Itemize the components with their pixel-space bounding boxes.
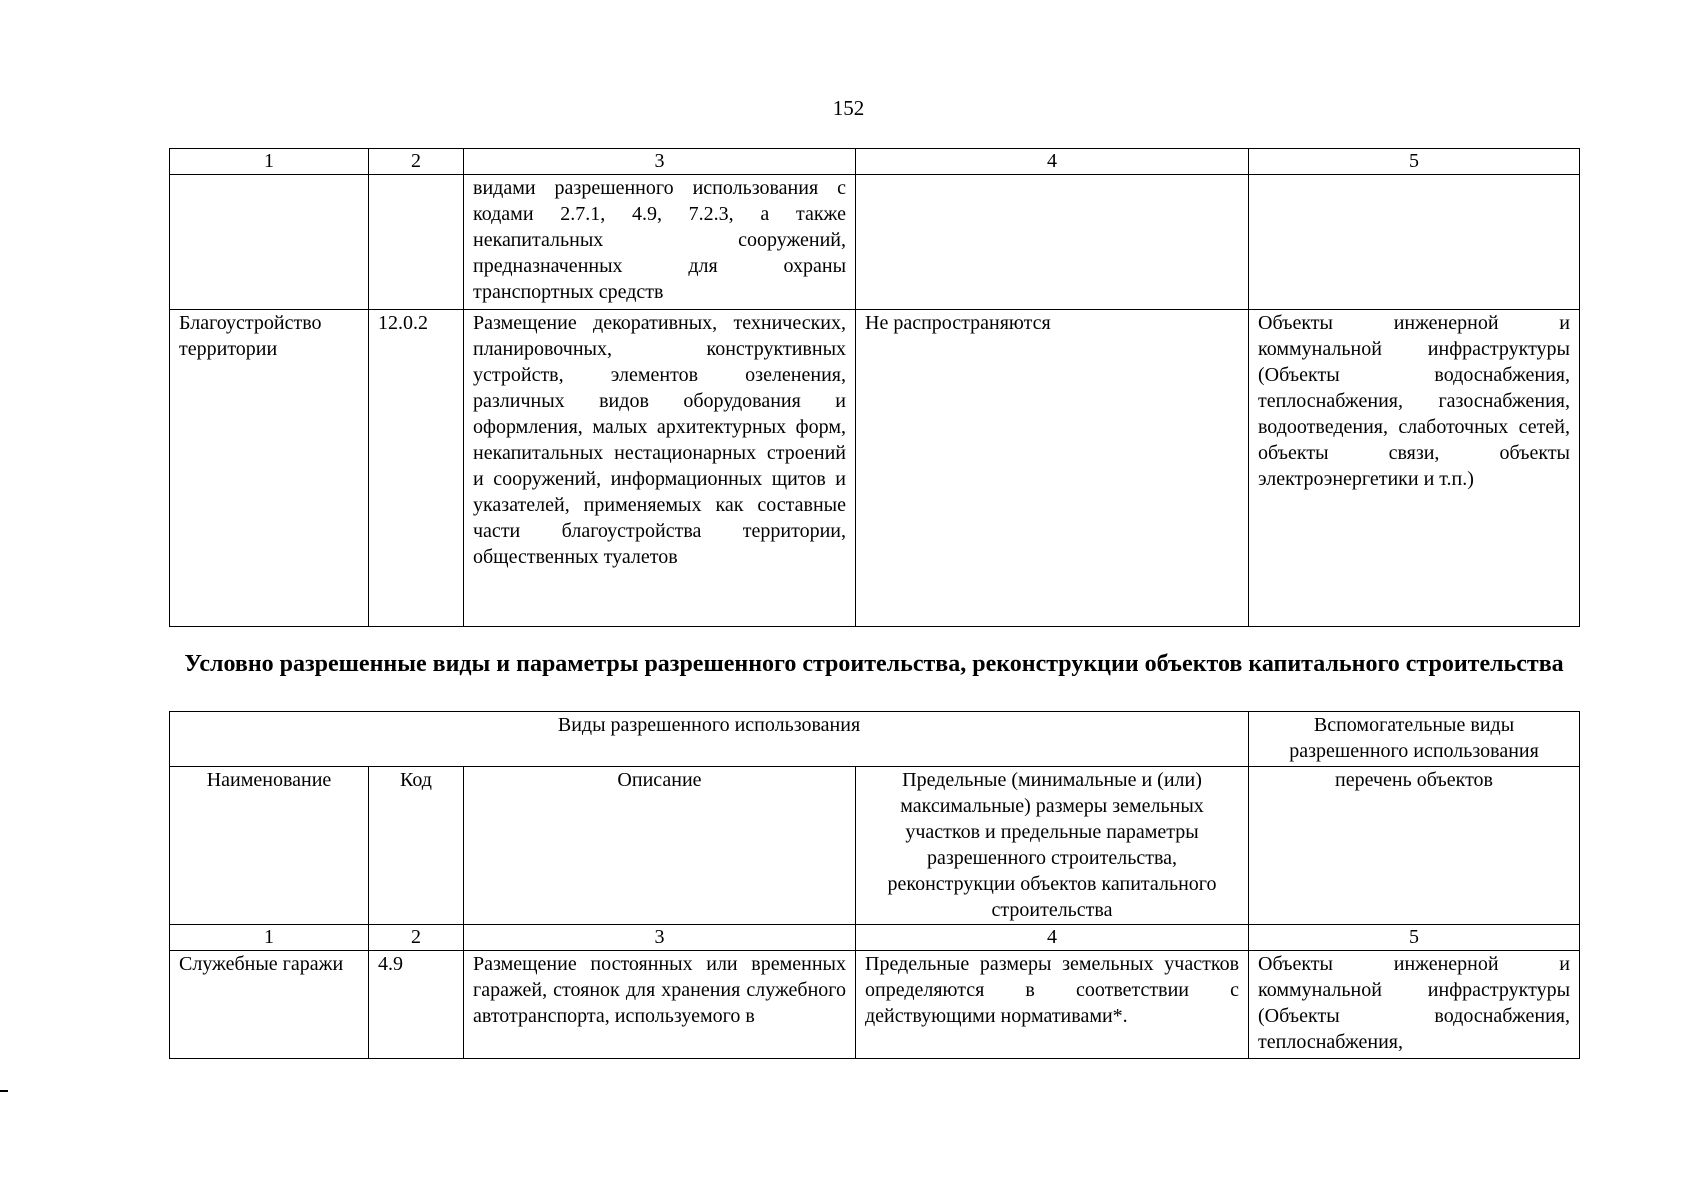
name-column-header: Наименование — [170, 767, 369, 925]
parameters-column-header: Предельные (минимальные и (или) максимальные) размеры земельных участков и предельные параметры разрешенного строительства, реконструкции объектов капитального строительства — [856, 767, 1249, 925]
table-row — [170, 310, 1580, 627]
margin-mark — [0, 1090, 8, 1092]
use-parameters-cell: Предельные размеры земельных участков определяются в соответствии с действующими нормативами*. — [856, 951, 1249, 1059]
column-number: 1 — [170, 149, 369, 175]
section-title: Условно разрешенные виды и параметры разрешенного строительства, реконструкции объектов капитального строительства — [184, 651, 1564, 677]
column-number: 4 — [856, 149, 1249, 175]
use-code-cell: 12.0.2 — [369, 310, 464, 627]
use-description-cell: Размещение постоянных или временных гаражей, стоянок для хранения служебного автотранспорта, используемого в — [464, 951, 856, 1059]
use-name-cell: Благоустройство территории — [170, 310, 369, 627]
group-header-row — [170, 712, 1580, 767]
use-parameters-cell — [856, 175, 1249, 310]
use-parameters-cell: Не распространяются — [856, 310, 1249, 627]
column-number-row — [170, 925, 1580, 951]
column-number: 1 — [170, 925, 369, 951]
use-description-cell: видами разрешенного использования с кодами 2.7.1, 4.9, 7.2.3, а также некапитальных сооружений, предназначенных для охраны транспортных средств — [464, 175, 856, 310]
use-code-cell — [369, 175, 464, 310]
description-column-header: Описание — [464, 767, 856, 925]
use-code-cell: 4.9 — [369, 951, 464, 1059]
conditionally-permitted-uses-table — [169, 711, 1580, 1059]
permitted-uses-group-header: Виды разрешенного использования — [170, 712, 1249, 767]
auxiliary-uses-cell: Объекты инженерной и коммунальной инфраструктуры (Объекты водоснабжения, теплоснабжения, газоснабжения, водоотведения, слаботочных сетей, объекты связи, объекты электроэнергетики и т.п.) — [1249, 310, 1580, 627]
column-number: 3 — [464, 149, 856, 175]
page-number: 152 — [832, 96, 865, 120]
auxiliary-uses-cell — [1249, 175, 1580, 310]
column-number: 3 — [464, 925, 856, 951]
column-number: 5 — [1249, 925, 1580, 951]
column-header-row — [170, 767, 1580, 925]
use-name-cell: Служебные гаражи — [170, 951, 369, 1059]
column-number: 5 — [1249, 149, 1580, 175]
column-number-row — [170, 149, 1580, 175]
use-name-cell — [170, 175, 369, 310]
use-description-cell: Размещение декоративных, технических, планировочных, конструктивных устройств, элементов озеленения, различных видов оборудования и оформления, малых архитектурных форм, некапитальных нестационарных строений и сооружений, информационных щитов и указателей, применяемых как составные части благоустройства территории, общественных туалетов — [464, 310, 856, 627]
auxiliary-uses-group-header: Вспомогательные виды разрешенного использования — [1249, 712, 1580, 767]
column-number: 2 — [369, 149, 464, 175]
code-column-header: Код — [369, 767, 464, 925]
permitted-uses-table-continued — [169, 148, 1580, 627]
table-row — [170, 175, 1580, 310]
auxiliary-uses-cell: Объекты инженерной и коммунальной инфраструктуры (Объекты водоснабжения, теплоснабжения, — [1249, 951, 1580, 1059]
auxiliary-column-header: перечень объектов — [1249, 767, 1580, 925]
table-row — [170, 951, 1580, 1059]
column-number: 4 — [856, 925, 1249, 951]
column-number: 2 — [369, 925, 464, 951]
